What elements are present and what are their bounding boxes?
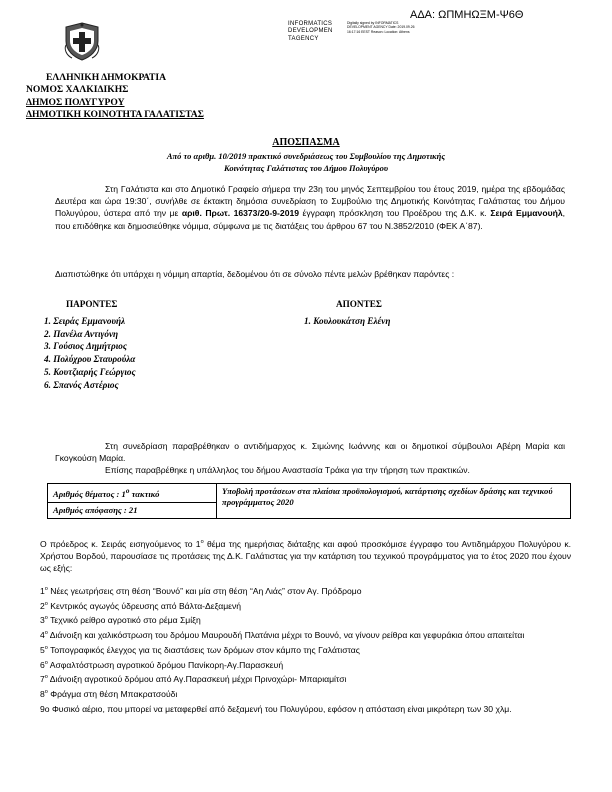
list-item: $2^o$ Κεντρικός αγωγός ύδρευσης από Βάλτα-Δεξαμενή xyxy=(40,600,242,611)
list-item: 3. Γούσιος Δημήτριος xyxy=(44,341,127,352)
absent-heading: ΑΠΟΝΤΕΣ xyxy=(336,299,382,309)
absent-list xyxy=(304,298,390,328)
list-item: $8^o$ Φράγμα στη θέση Μπακρατσούδι xyxy=(40,688,178,699)
present-heading: ΠΑΡΟΝΤΕΣ xyxy=(66,299,118,309)
topic-number-cell: Αριθμός θέματος : $1^o$ τακτικό xyxy=(48,484,217,503)
list-item: $3^o$ Τεχνικό ρείθρο αγροτικό στο ρέμα Σμίξη xyxy=(40,615,201,626)
motion-paragraph: Ο πρόεδρος κ. Σειράς εισηγούμενος το $1^o$ θέμα της ημερήσιας διάταξης και αφού προσκόμισε έγγραφο του Αντιδημάρχου Πολυγύρου κ. Χρήστου Βορδού, παρουσίασε τις προτάσεις της Δ.Κ. Γαλάτιστας για την κατάρτιση του τεχνικού προγράμματος για το έτος 2020 που έχουν ως εξής: xyxy=(40,538,571,574)
present-list xyxy=(44,298,136,392)
list-item: $7^o$ Διάνοιξη αγροτικού δρόμου από Αγ.Παρασκευή μέχρι Πρινοχώρι- Μπαριαμίτσι xyxy=(40,674,347,685)
list-item: 5. Κουτζιαρής Γεώργιος xyxy=(44,366,136,377)
list-item: 4. Πολύχρου Σταυρούλα xyxy=(44,354,136,365)
list-item: 9ο Φυσικό αέριο, που μπορεί να μεταφερθεί από δεξαμενή του Πολυγύρου, εφόσον η απόσταση είναι μικρότερη των 30 χλμ. xyxy=(40,703,512,714)
list-item: 1. Κουλουκάτση Ελένη xyxy=(304,315,391,326)
municipality-line: ΔΗΜΟΣ ΠΟΛΥΓΥΡΟΥ xyxy=(26,96,125,108)
signature-agency: INFORMATICS DEVELOPMEN TAGENCY xyxy=(288,21,333,42)
intro-paragraph: Στη Γαλάτιστα και στο Δημοτικό Γραφείο σήμερα την 23η του μηνός Σεπτεμβρίου του έτους 2019, ημέρα της εβδομάδας Δευτέρα και ώρα 19:30΄, συνήλθε σε έκτακτη δημόσια συνεδρίαση το Συμβούλιο της Δημοτικής Κοινότητας Γαλάτιστας του Δήμου Πολυγύρου, ύστερα από την με αριθ. Πρωτ. 16373/20-9-2019 έγγραφη πρόσκληση του Προέδρου της Δ.Κ. κ. Σειρά Εμμανουήλ, που επιδόθηκε και δημοσιεύθηκε νόμιμα, σύμφωνα με τις διατάξεις του άρθρου 67 του Ν.3852/2010 (ΦΕΚ Α΄87). xyxy=(55,184,566,231)
list-item: $4^o$ Διάνοιξη και χαλικόστρωση του δρόμου Μαυρουδή Πλατάνια μέχρι το Βουνό, να γίνουν ρείθρα και γεφυράκια όπου απαιτείται xyxy=(40,630,525,641)
list-item: $5^o$ Τοπογραφικός έλεγχος για τις διαστάσεις των δρόμων στον κάμπο της Γαλάτιστας xyxy=(40,644,360,655)
document-title: ΑΠΟΣΠΑΣΜΑ xyxy=(272,137,340,148)
projects-list xyxy=(40,584,571,716)
topic-title-cell: Υποβολή προτάσεων στα πλαίσια προϋπολογισμού, κατάρτισης σχεδίων δράσης και τεχνικού προγράμματος 2020 xyxy=(217,484,571,519)
decision-number-cell: Αριθμός απόφασης : 21 xyxy=(48,502,217,518)
community-line: ΔΗΜΟΤΙΚΗ ΚΟΙΝΟΤΗΤΑ ΓΑΛΑΤΙΣΤΑΣ xyxy=(26,109,204,121)
list-item: $6^o$ Ασφαλτόστρωση αγροτικού δρόμου Πανίκορη-Αγ.Παρασκευή xyxy=(40,659,284,670)
list-item: $1^o$ Νέες γεωτρήσεις στη θέση “Βουνό” και μία στη θέση “Αη Λιάς” στον Αγ. Πρόδρομο xyxy=(40,586,362,596)
country-line: ΕΛΛΗΝΙΚΗ ΔΗΜΟΚΡΑΤΙΑ xyxy=(46,72,167,83)
topic-table xyxy=(47,483,571,519)
greek-emblem-icon xyxy=(62,21,102,61)
document-subtitle: Από το αριθμ. 10/2019 πρακτικό συνεδριάσεως του Συμβουλίου της Δημοτικής Κοινότητας Γαλάτιστας του Δήμου Πολυγύρου xyxy=(166,151,446,173)
municipality-header xyxy=(26,72,204,122)
list-item: 2. Πανέλα Αντιγόνη xyxy=(44,328,119,339)
quorum-paragraph: Διαπιστώθηκε ότι υπάρχει η νόμιμη απαρτία, δεδομένου ότι σε σύνολο πέντε μελών βρέθηκαν παρόντες : xyxy=(55,269,455,279)
list-item: 6. Σπανός Αστέριος xyxy=(44,379,119,390)
prefecture-line: ΝΟΜΟΣ ΧΑΛΚΙΔΙΚΗΣ xyxy=(26,84,129,96)
attendance-paragraph: Στη συνεδρίαση παραβρέθηκαν ο αντιδήμαρχος κ. Σιμώνης Ιωάννης και οι δημοτικοί σύμβουλοι Αβέρη Μαρία και Γκογκούση Μαρία. Επίσης παραβρέθηκε η υπάλληλος του δήμου Αναστασία Τράκα για την τήρηση των πρακτικών. xyxy=(55,441,565,476)
list-item: 1. Σειράς Εμμανουήλ xyxy=(44,315,126,326)
ada-code: ΑΔΑ: ΩΠΜΗΩΞΜ-Ψ6Θ xyxy=(410,9,524,21)
signature-details: Digitally signed by INFORMATICS DEVELOPMENT AGENCY Date: 2019.09.26 16:17:16 EEST Reason: Location: Athens xyxy=(347,21,415,34)
